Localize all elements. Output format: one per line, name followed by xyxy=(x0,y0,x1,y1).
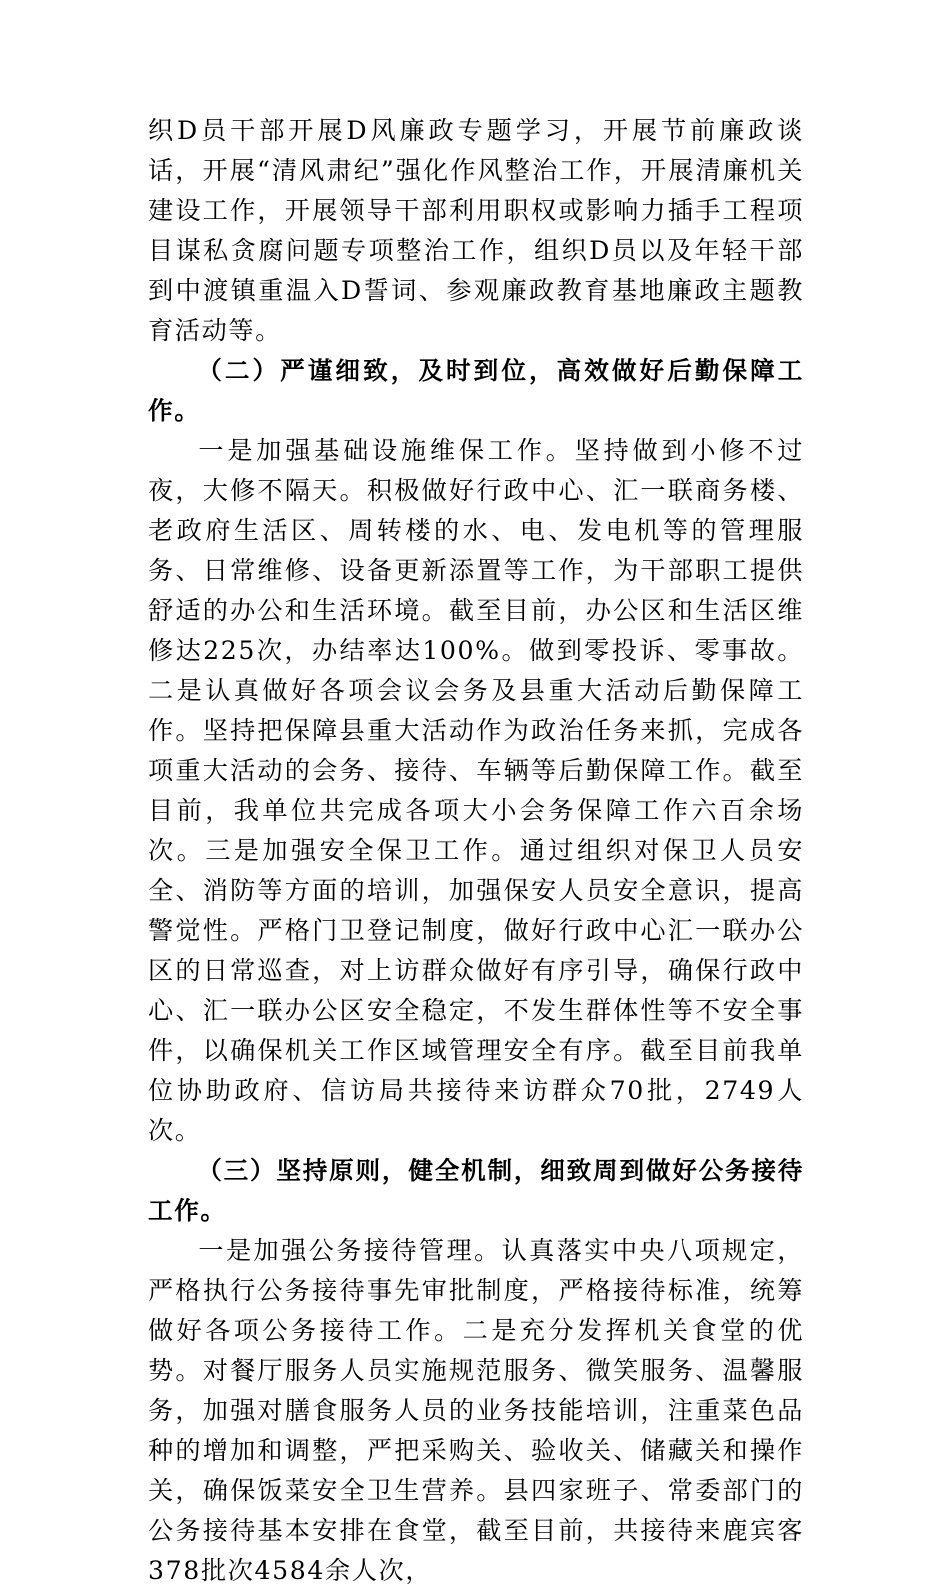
paragraph-party-integrity: 织D员干部开展D风廉政专题学习，开展节前廉政谈话，开展“清风肃纪”强化作风整治工作，开展清廉机关建设工作，开展领导干部利用职权或影响力插手工程项目谋私贪腐问题专项整治工作，组织D员以及年轻干部到中渡镇重温入D誓词、参观廉政教育基地廉政主题教育活动等。 xyxy=(148,116,804,345)
document-page xyxy=(148,111,804,1591)
paragraph-logistics: 一是加强基础设施维保工作。坚持做到小修不过夜，大修不隔天。积极做好行政中心、汇一联商务楼、老政府生活区、周转楼的水、电、发电机等的管理服务、日常维修、设备更新添置等工作，为干部职工提供舒适的办公和生活环境。截至目前，办公区和生活区维修达225次，办结率达100%。做到零投诉、零事故。二是认真做好各项会议会务及县重大活动后勤保障工作。坚持把保障县重大活动作为政治任务来抓，完成各项重大活动的会务、接待、车辆等后勤保障工作。截至目前，我单位共完成各项大小会务保障工作六百余场次。三是加强安全保卫工作。通过组织对保卫人员安全、消防等方面的培训，加强保安人员安全意识，提高警觉性。严格门卫登记制度，做好行政中心汇一联办公区的日常巡查，对上访群众做好有序引导，确保行政中心、汇一联办公区安全稳定，不发生群体性等不安全事件，以确保机关工作区域管理安全有序。截至目前我单位协助政府、信访局共接待来访群众70批，2749人次。 xyxy=(148,436,804,1145)
paragraph-reception: 一是加强公务接待管理。认真落实中央八项规定，严格执行公务接待事先审批制度，严格接待标准，统筹做好各项公务接待工作。二是充分发挥机关食堂的优势。对餐厅服务人员实施规范服务、微笑服务、温馨服务，加强对膳食服务人员的业务技能培训，注重菜色品种的增加和调整，严把采购关、验收关、储藏关和操作关，确保饭菜安全卫生营养。县四家班子、常委部门的公务接待基本安排在食堂，截至目前，共接待来鹿宾客378批次4584余人次， xyxy=(148,1236,804,1585)
section-heading-logistics: （二）严谨细致，及时到位，高效做好后勤保障工作。 xyxy=(148,356,804,425)
section-heading-reception: （三）坚持原则，健全机制，细致周到做好公务接待工作。 xyxy=(148,1156,804,1225)
